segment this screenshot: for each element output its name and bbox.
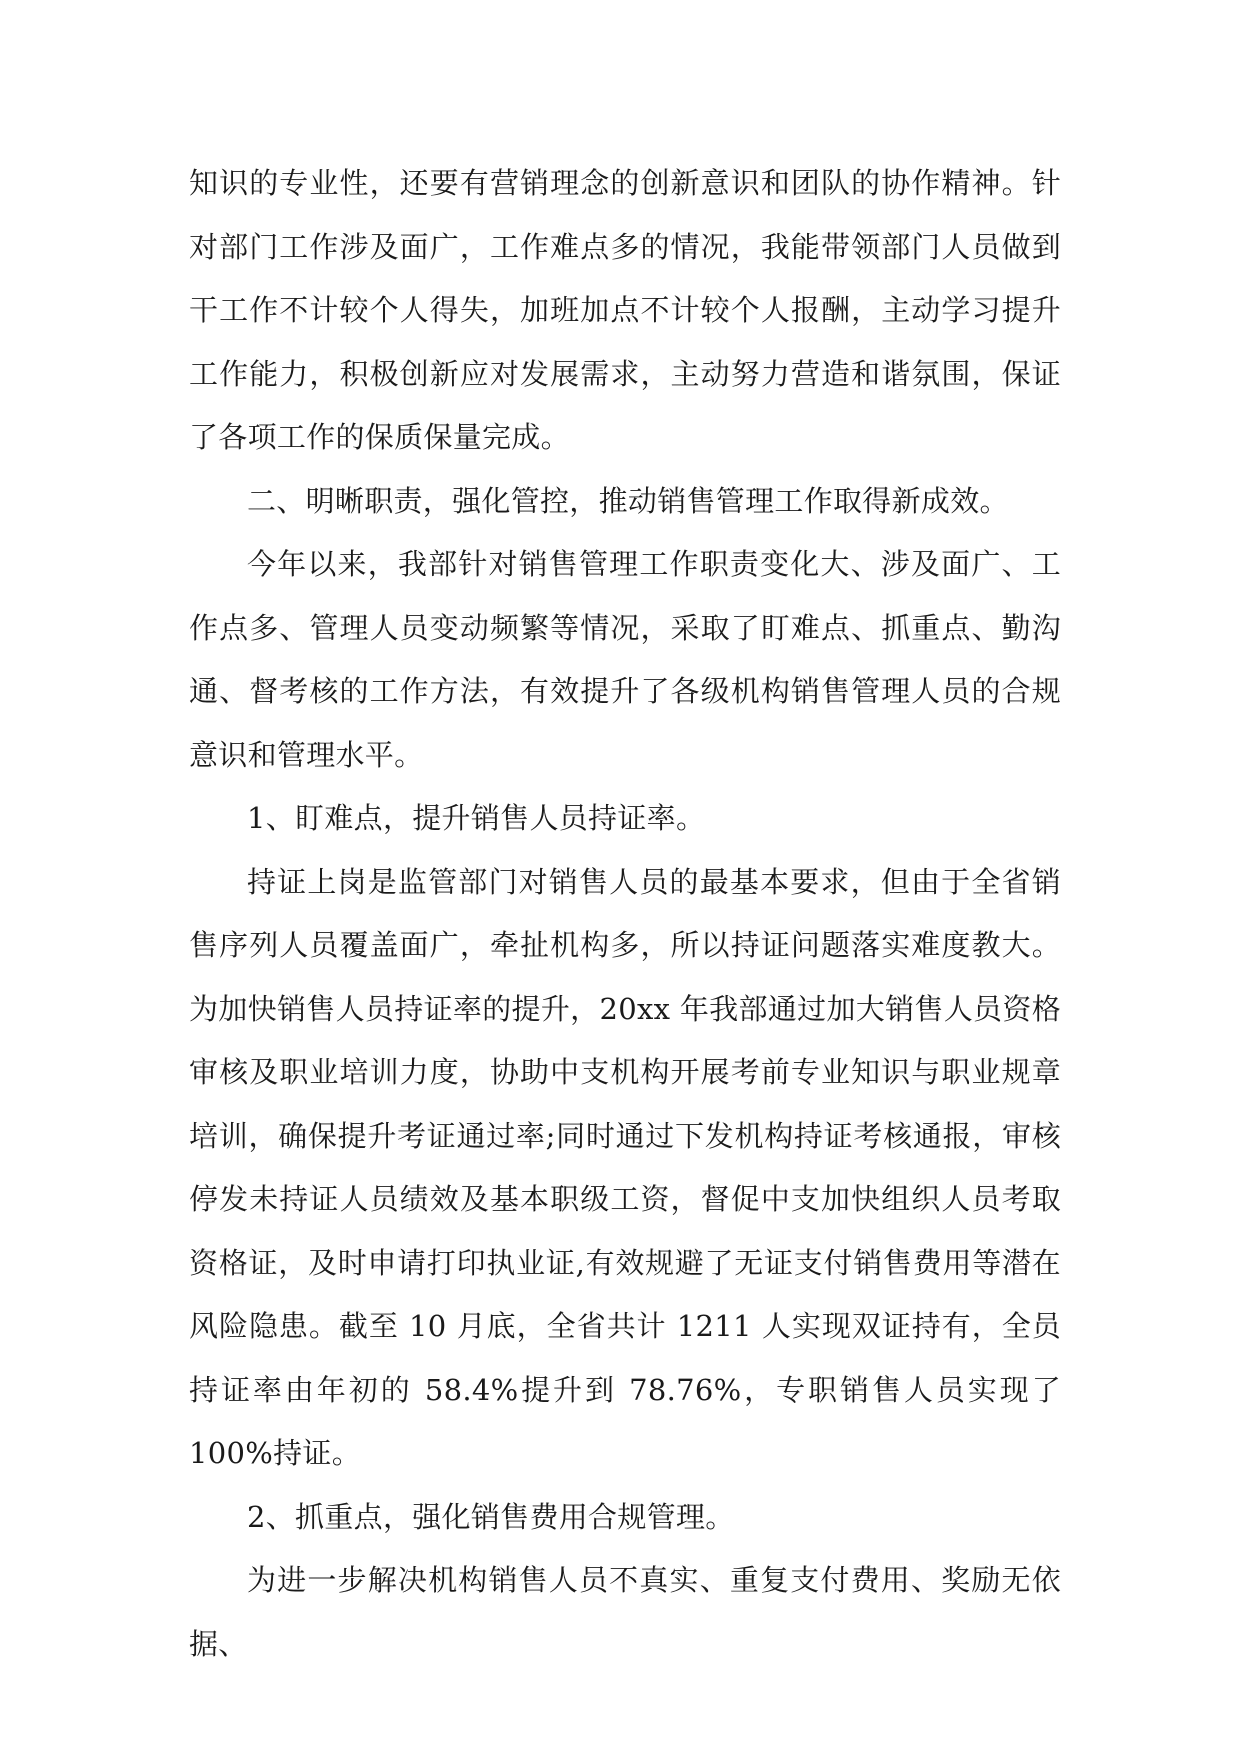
paragraph-5: 持证上岗是监管部门对销售人员的最基本要求，但由于全省销售序列人员覆盖面广，牵扯机构多，所以持证问题落实难度教大。为加快销售人员持证率的提升，20xx 年我部通过加大销售人员资格审核及职业培训力度，协助中支机构开展考前专业知识与职业规章培训，确保提升考证通过率;同时通过下发机构持证考核通报，审核停发未持证人员绩效及基本职级工资，督促中支加快组织人员考取资格证，及时申请打印执业证,有效规避了无证支付销售费用等潜在风险隐患。截至 10 月底，全省共计 1211 人实现双证持有，全员持证率由年初的 58.4%提升到 78.76%，专职销售人员实现了 100%持证。 — [189, 864, 1061, 1470]
paragraph-1: 知识的专业性，还要有营销理念的创新意识和团队的协作精神。针对部门工作涉及面广，工作难点多的情况，我能带领部门人员做到干工作不计较个人得失，加班加点不计较个人报酬，主动学习提升工作能力，积极创新应对发展需求，主动努力营造和谐氛围，保证了各项工作的保质保量完成。 — [189, 166, 1061, 454]
paragraph-3: 今年以来，我部针对销售管理工作职责变化大、涉及面广、工作点多、管理人员变动频繁等情况，采取了盯难点、抓重点、勤沟通、督考核的工作方法，有效提升了各级机构销售管理人员的合规意识和管理水平。 — [189, 547, 1061, 772]
subsection-heading-1: 1、盯难点，提升销售人员持证率。 — [247, 801, 706, 835]
subsection-heading-2: 2、抓重点，强化销售费用合规管理。 — [247, 1499, 735, 1534]
section-heading-2: 二、明晰职责，强化管控，推动销售管理工作取得新成效。 — [247, 483, 1009, 518]
paragraph-7: 为进一步解决机构销售人员不真实、重复支付费用、奖励无依据、 — [189, 1563, 1061, 1661]
document-body — [189, 152, 1061, 1676]
